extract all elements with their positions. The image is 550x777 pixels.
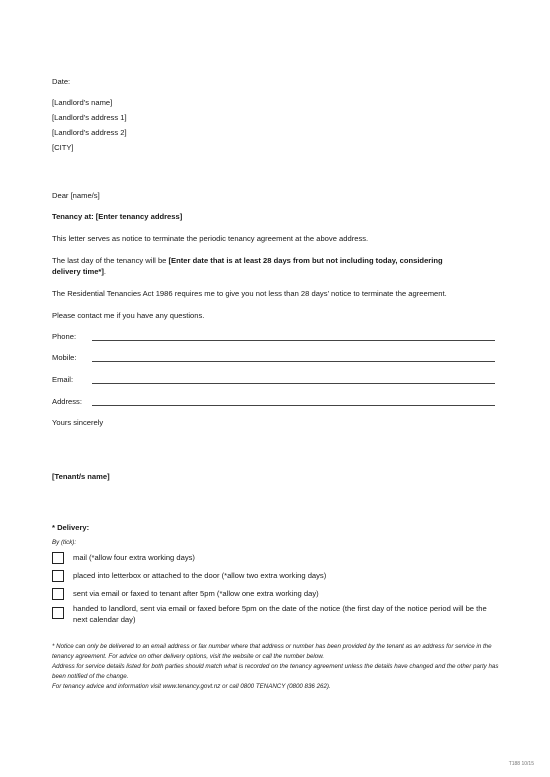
- checkbox-email-after-5pm[interactable]: [52, 588, 64, 600]
- phone-label: Phone:: [52, 332, 77, 341]
- delivery-option-mail[interactable]: [52, 552, 497, 566]
- footnote-delivery: * Notice can only be delivered to an email address or fax number where that address or number has been provided by the tenant as an address for service in the tenancy agreement. For advice on other delivery options, visit the website or call the number below.: [52, 643, 492, 660]
- city: [CITY]: [52, 143, 74, 152]
- delivery-heading: * Delivery:: [52, 523, 90, 532]
- last-day-line-2: [52, 267, 106, 277]
- last-day-prefix: The last day of the tenancy will be: [52, 256, 169, 265]
- salutation: Dear [name/s]: [52, 191, 100, 200]
- last-day-date-placeholder: [Enter date that is at least 28 days from but not including today, considering: [168, 256, 443, 265]
- address-field[interactable]: [52, 397, 495, 407]
- checkbox-letterbox[interactable]: [52, 570, 64, 582]
- last-day-delivery-placeholder: delivery time*]: [52, 267, 104, 276]
- contact-statement: Please contact me if you have any questions.: [52, 311, 205, 320]
- option-label-mail: mail (*allow four extra working days): [73, 553, 195, 562]
- date-label: Date:: [52, 77, 71, 86]
- phone-line[interactable]: [92, 340, 495, 341]
- checkbox-mail[interactable]: [52, 552, 64, 564]
- notice-statement: This letter serves as notice to terminate the periodic tenancy agreement at the above address.: [52, 234, 369, 243]
- delivery-instruction: By (tick):: [52, 539, 77, 546]
- mobile-line[interactable]: [92, 361, 495, 362]
- landlord-name: [Landlord’s name]: [52, 98, 113, 107]
- option-label-letterbox: placed into letterbox or attached to the door (*allow two extra working days): [73, 571, 327, 580]
- landlord-address-2: [Landlord’s address 2]: [52, 128, 127, 137]
- mobile-label: Mobile:: [52, 353, 77, 362]
- option-label-email-after-5pm: sent via email or faxed to tenant after 5pm (*allow one extra working day): [73, 589, 319, 598]
- last-day-suffix: .: [103, 267, 107, 276]
- last-day-line-1: [52, 256, 443, 266]
- tenancy-address: Tenancy at: [Enter tenancy address]: [52, 212, 183, 221]
- delivery-option-email-after-5pm[interactable]: [52, 588, 497, 602]
- footnote-address-for-service: Address for service details listed for both parties should match what is recorded on the tenancy agreement unless the details have changed and the other party has been notified of the change.: [52, 663, 499, 680]
- phone-field[interactable]: [52, 332, 495, 342]
- act-statement: The Residential Tenancies Act 1986 requires me to give you not less than 28 days’ notice to terminate the agreement.: [52, 289, 447, 298]
- footnote-tenancy-advice: For tenancy advice and information visit www.tenancy.govt.nz or call 0800 TENANCY (0800 836 262).: [52, 683, 331, 690]
- tenant-name: [Tenant/s name]: [52, 472, 110, 481]
- option-label-hand-before-5pm: handed to landlord, sent via email or faxed before 5pm on the date of the notice (the first day of the notice period will be the next calendar day): [73, 604, 487, 624]
- email-line[interactable]: [92, 383, 495, 384]
- email-label: Email:: [52, 375, 74, 384]
- closing: Yours sincerely: [52, 418, 104, 427]
- email-field[interactable]: [52, 375, 495, 385]
- delivery-option-hand-before-5pm[interactable]: [52, 604, 497, 628]
- mobile-field[interactable]: [52, 353, 495, 363]
- address-label: Address:: [52, 397, 82, 406]
- landlord-address-1: [Landlord’s address 1]: [52, 113, 127, 122]
- checkbox-hand-before-5pm[interactable]: [52, 607, 64, 619]
- page-code: T188 10/15: [508, 761, 534, 767]
- delivery-option-letterbox[interactable]: [52, 570, 497, 584]
- address-line[interactable]: [92, 405, 495, 406]
